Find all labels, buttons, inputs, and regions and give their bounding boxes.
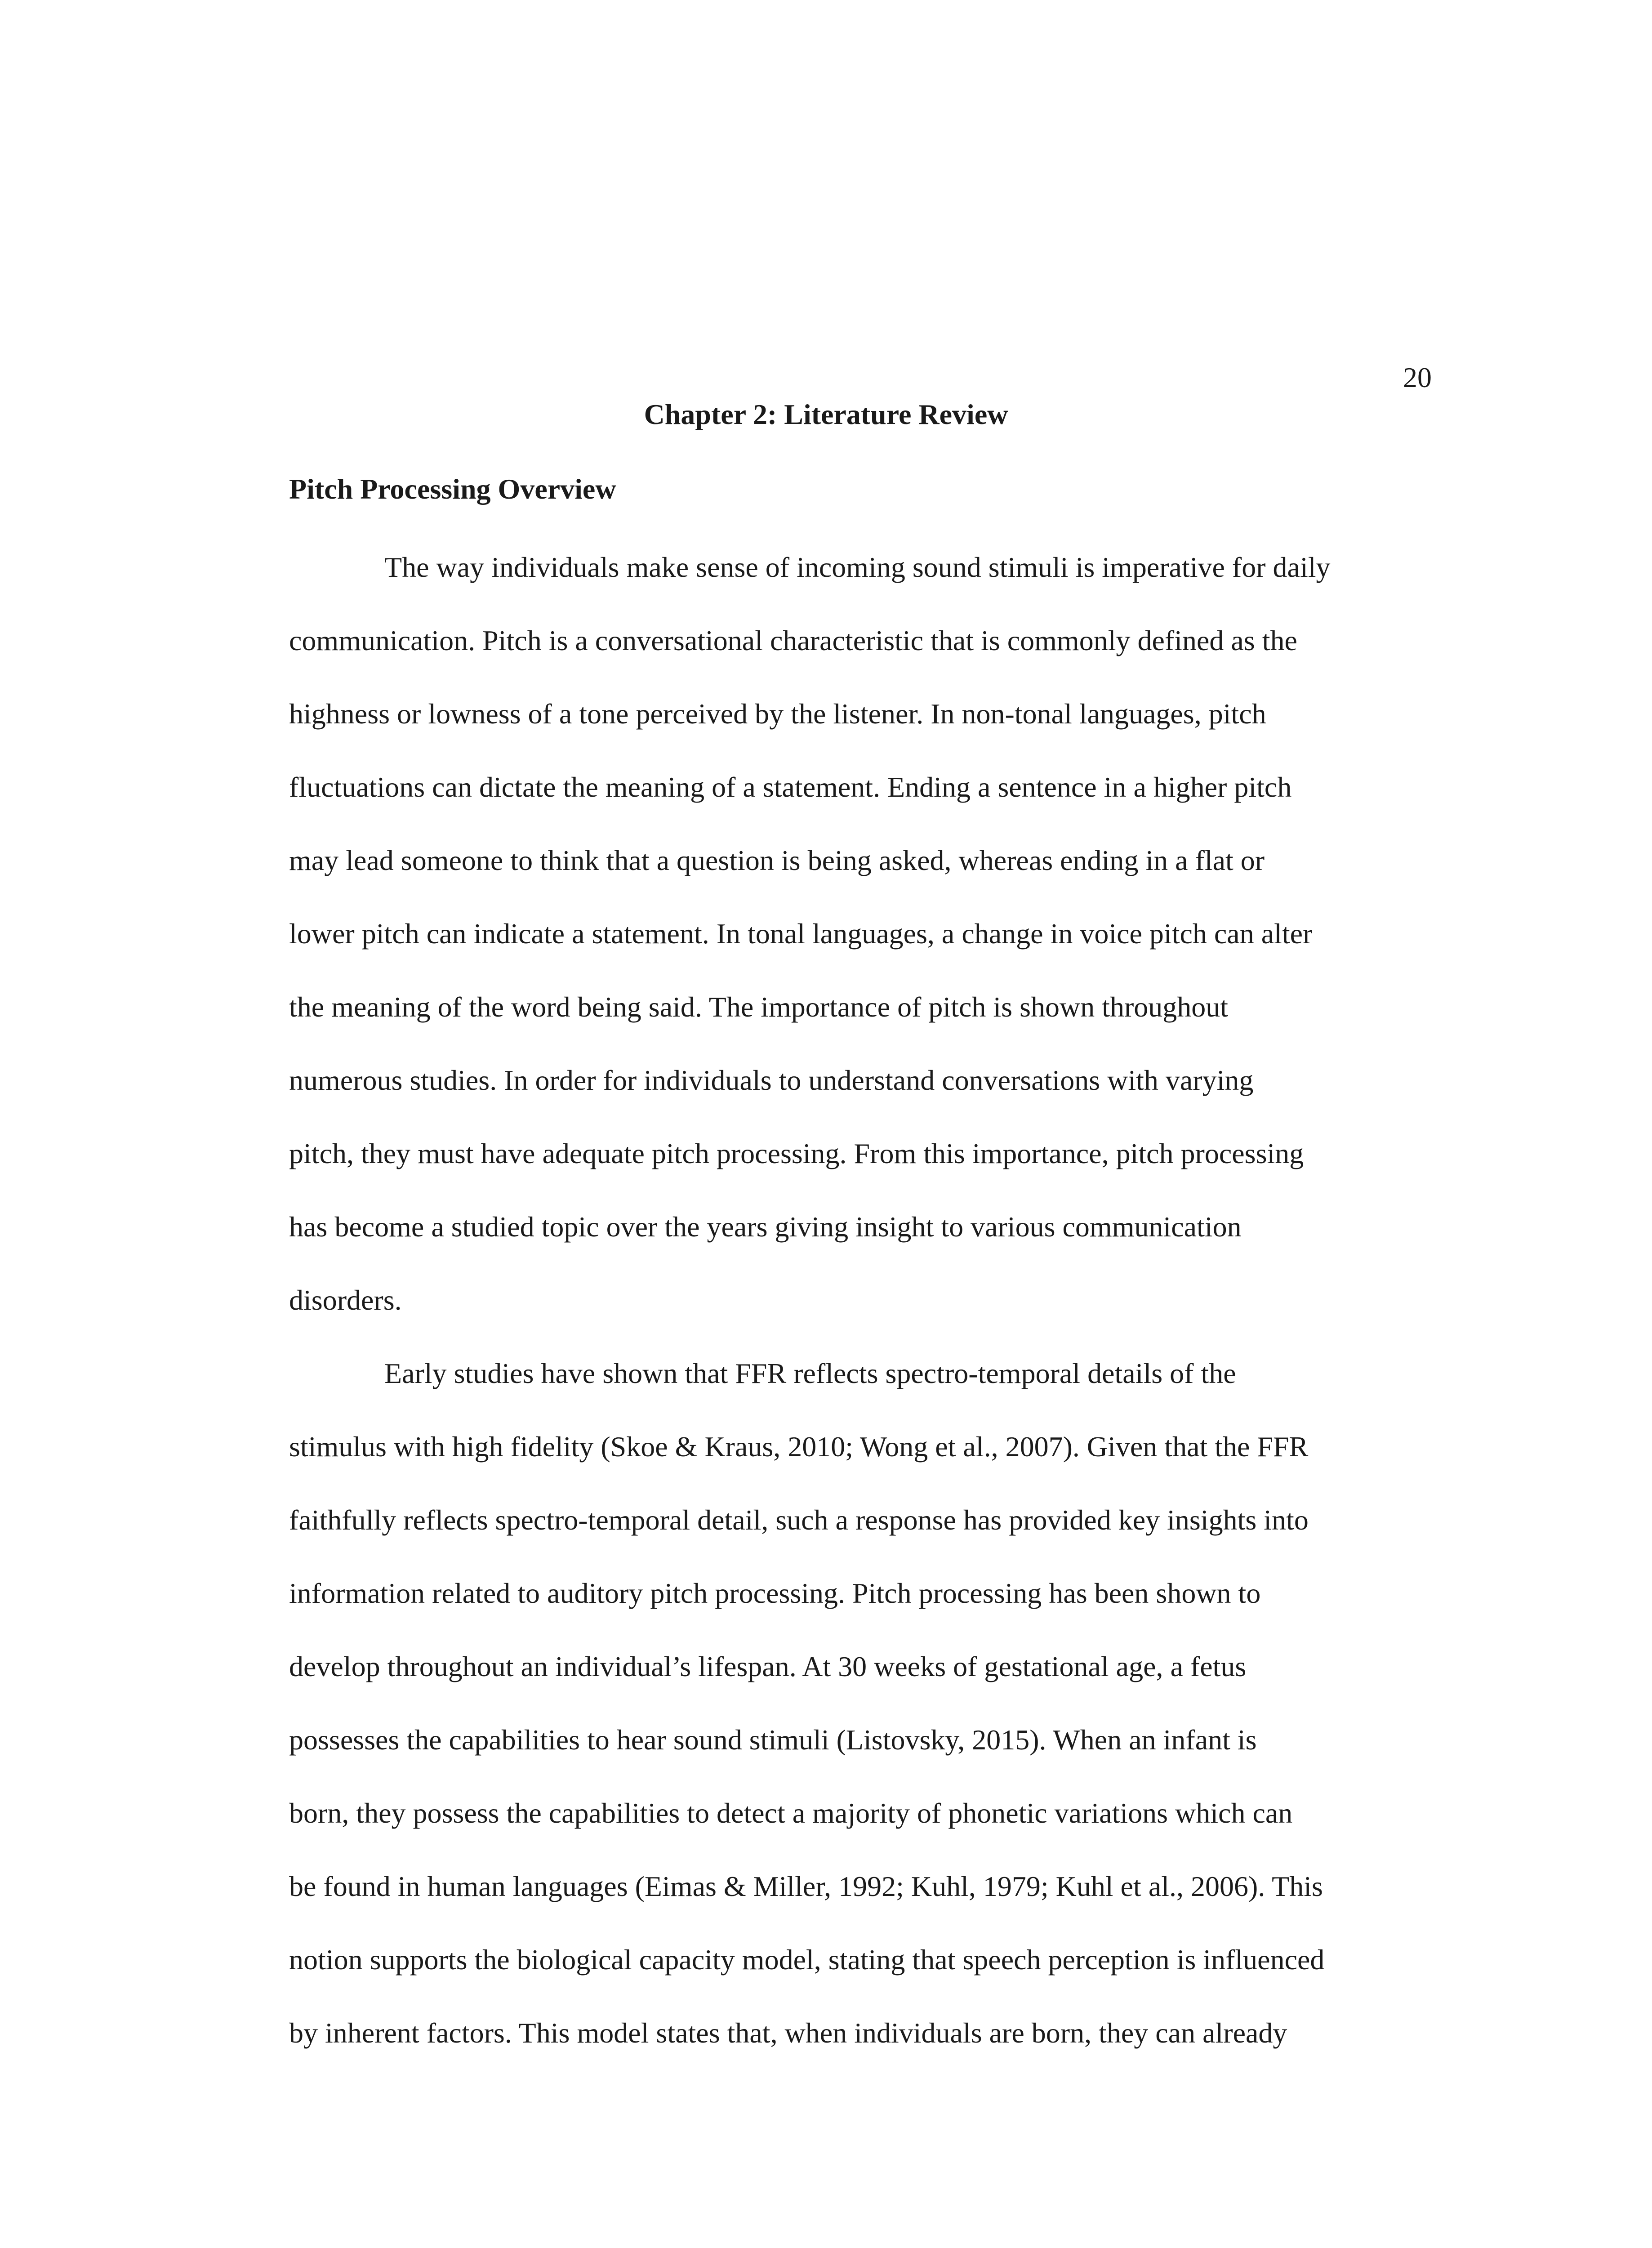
paragraph-line: highness or lowness of a tone perceived by the listener. In non-tonal languages, pitch bbox=[289, 698, 1266, 730]
paragraph-line: Early studies have shown that FFR reflects spectro-temporal details of the bbox=[384, 1357, 1236, 1389]
section-heading: Pitch Processing Overview bbox=[289, 473, 616, 505]
paragraph-line: may lead someone to think that a question is being asked, whereas ending in a flat or bbox=[289, 844, 1265, 876]
paragraph-line: numerous studies. In order for individuals to understand conversations with varying bbox=[289, 1064, 1254, 1096]
paragraph-line: disorders. bbox=[289, 1284, 402, 1316]
paragraph-line: stimulus with high fidelity (Skoe & Kraus, 2010; Wong et al., 2007). Given that the FFR bbox=[289, 1431, 1309, 1463]
paragraph-line: lower pitch can indicate a statement. In tonal languages, a change in voice pitch can alter bbox=[289, 918, 1313, 950]
paragraph-line: by inherent factors. This model states that, when individuals are born, they can already bbox=[289, 2017, 1287, 2049]
paragraph-line: communication. Pitch is a conversational characteristic that is commonly defined as the bbox=[289, 624, 1297, 656]
paragraph-line: the meaning of the word being said. The importance of pitch is shown throughout bbox=[289, 991, 1229, 1023]
paragraph-line: The way individuals make sense of incoming sound stimuli is imperative for daily bbox=[384, 551, 1331, 583]
chapter-title: Chapter 2: Literature Review bbox=[644, 398, 1008, 430]
paragraph-line: faithfully reflects spectro-temporal detail, such a response has provided key insights into bbox=[289, 1504, 1309, 1536]
paragraph-line: be found in human languages (Eimas & Miller, 1992; Kuhl, 1979; Kuhl et al., 2006). This bbox=[289, 1870, 1323, 1902]
paragraph-line: possesses the capabilities to hear sound stimuli (Listovsky, 2015). When an infant is bbox=[289, 1724, 1257, 1756]
paragraph-line: notion supports the biological capacity model, stating that speech perception is influenced bbox=[289, 1944, 1325, 1976]
paragraph-line: has become a studied topic over the years giving insight to various communication bbox=[289, 1211, 1242, 1243]
paragraph-line: develop throughout an individual’s lifespan. At 30 weeks of gestational age, a fetus bbox=[289, 1650, 1247, 1682]
paragraph-line: born, they possess the capabilities to detect a majority of phonetic variations which can bbox=[289, 1797, 1293, 1829]
page-number: 20 bbox=[1403, 361, 1432, 393]
paragraph-line: pitch, they must have adequate pitch processing. From this importance, pitch processing bbox=[289, 1137, 1304, 1169]
paragraph-line: information related to auditory pitch processing. Pitch processing has been shown to bbox=[289, 1577, 1261, 1609]
paragraph-line: fluctuations can dictate the meaning of a statement. Ending a sentence in a higher pitch bbox=[289, 771, 1292, 803]
body-text bbox=[289, 545, 1440, 2084]
